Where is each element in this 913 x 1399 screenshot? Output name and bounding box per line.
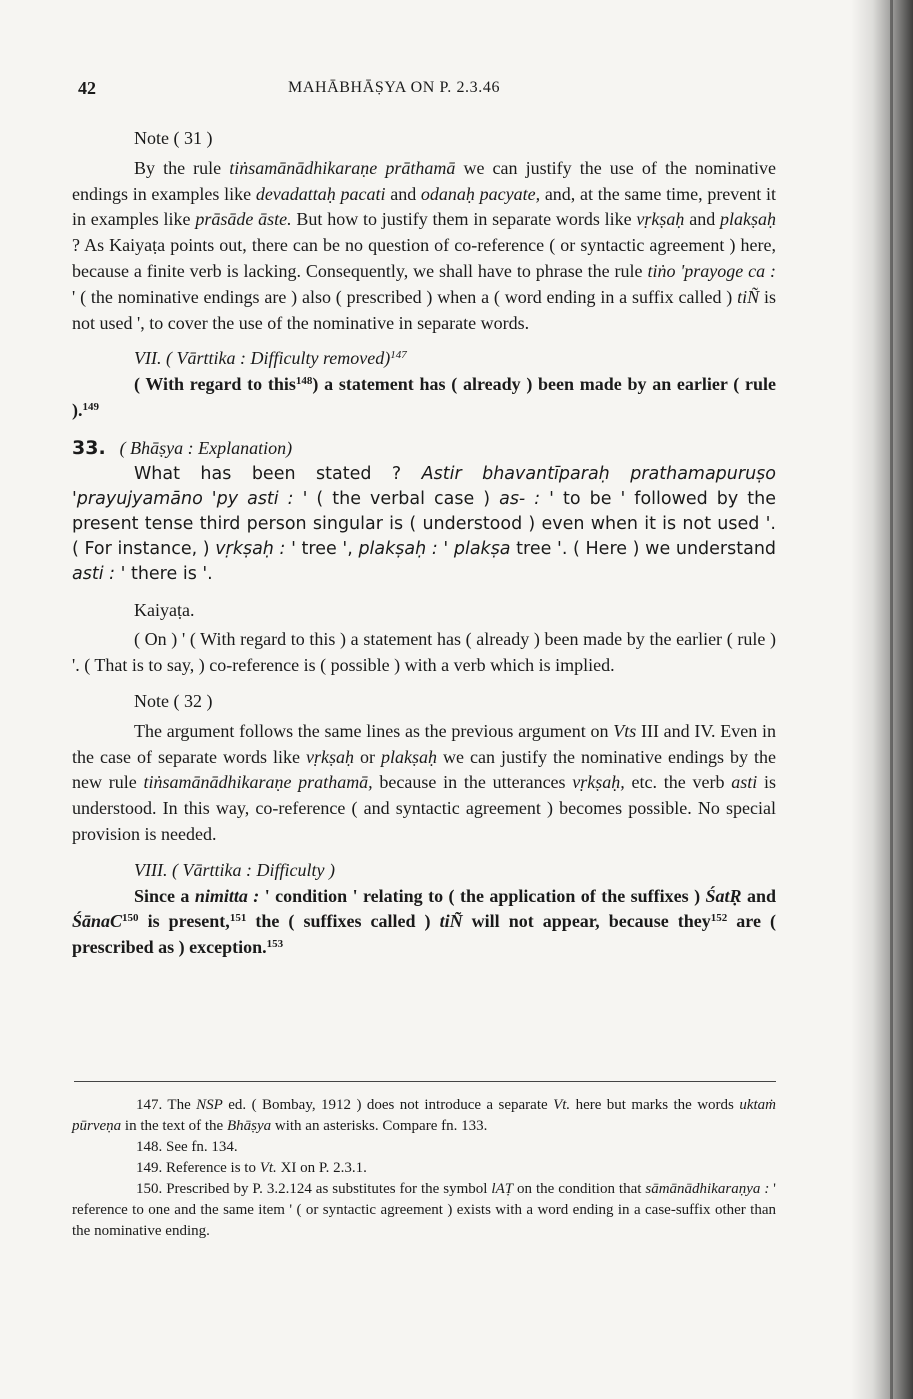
section-number: 33. [72, 436, 106, 459]
note-32-paragraph: The argument follows the same lines as the previous argument on Vts III and IV. Even in the case of separate words like vṛkṣaḥ or plakṣaḥ we can justify the nominative endings by the new rule tiṅsamānādhikaraṇe prathamā, because in the utterances vṛkṣaḥ, etc. the verb asti is understood. In this way, co-reference ( and syntactic agreement ) becomes possible. No special provision is needed. [72, 720, 776, 844]
page-header [76, 78, 776, 104]
note-31-heading: Note ( 31 ) [134, 128, 213, 148]
footnote-150: 150. Prescribed by P. 3.2.124 as substitutes for the symbol lAṬ on the condition that sāmānādhikaraṇya : ' reference to one and the same item ' ( or syntactic agreement ) exists with a word ending in a case-suffix other than the nominative ending. [72, 1181, 776, 1239]
footnote-147: 147. The NSP ed. ( Bombay, 1912 ) does not introduce a separate Vt. here but marks the words uktaṁ pūrveṇa in the text of the Bhāṣya with an asterisks. Compare fn. 133. [72, 1097, 776, 1134]
page-number: 42 [78, 78, 96, 98]
section-33-paragraph: What has been stated ? Astir bhavantīparaḥ prathamapuruṣo 'prayujyamāno 'py asti : ' ( the verbal case ) as- : ' to be ' followed by the present tense third person singular is ( understood ) even when it is not used '. ( For instance, ) vṛkṣaḥ : ' tree ', plakṣaḥ : ' plakṣa tree '. ( Here ) we understand asti : ' there is '. [72, 463, 777, 585]
running-head: MAHĀBHĀṢYA ON P. 2.3.46 [288, 79, 501, 96]
varttika-8-text: Since a nimitta : ' condition ' relating to ( the application of the suffixes ) ŚatṚ and ŚānaC$^{150}$ is present,$^{151}$ the ( suffixes called ) tiÑ will not appear, because they$^{152}$ are ( prescribed as ) exception.$^{153}$ [72, 885, 776, 958]
footnote-148: 148. See fn. 134. [136, 1139, 238, 1155]
varttika-7-heading: VII. ( Vārttika : Difficulty removed)$^{147}$ [134, 348, 407, 369]
kaiyata-heading: Kaiyaṭa. [134, 599, 195, 620]
note-32-heading: Note ( 32 ) [134, 690, 213, 711]
footnote-divider [74, 1081, 776, 1082]
kaiyata-paragraph: ( On ) ' ( With regard to this ) a statement has ( already ) been made by the earlier ( rule ) '. ( That is to say, ) co-reference is ( possible ) with a verb which is implied. [72, 629, 776, 676]
page-edge-shadow [851, 0, 913, 1399]
varttika-7-text: ( With regard to this$^{148}$) a statement has ( already ) been made by an earlier ( rule ).$^{149}$ [72, 374, 776, 420]
note-31-paragraph: By the rule tiṅsamānādhikaraṇe prāthamā we can justify the use of the nominative endings in examples like devadattaḥ pacati and odanaḥ pacyate, and, at the same time, prevent it in examples like prāsāde āste. But how to justify them in separate words like vṛkṣaḥ and plakṣaḥ ? As Kaiyaṭa points out, there can be no question of co-reference ( or syntactic agreement ) here, because a finite verb is lacking. Consequently, we shall have to phrase the rule tiṅo 'prayoge ca : ' ( the nominative endings are ) also ( prescribed ) when a ( word ending in a suffix called ) tiÑ is not used ', to cover the use of the nominative in separate words. [72, 157, 777, 333]
page-edge-line [890, 0, 893, 1399]
main-text [72, 126, 776, 961]
varttika-8-heading: VIII. ( Vārttika : Difficulty ) [134, 859, 335, 880]
footnote-149: 149. Reference is to Vt. XI on P. 2.3.1. [136, 1160, 367, 1176]
footnotes [72, 1095, 776, 1242]
section-33-heading: 33. ( Bhāṣya : Explanation) [72, 436, 293, 459]
